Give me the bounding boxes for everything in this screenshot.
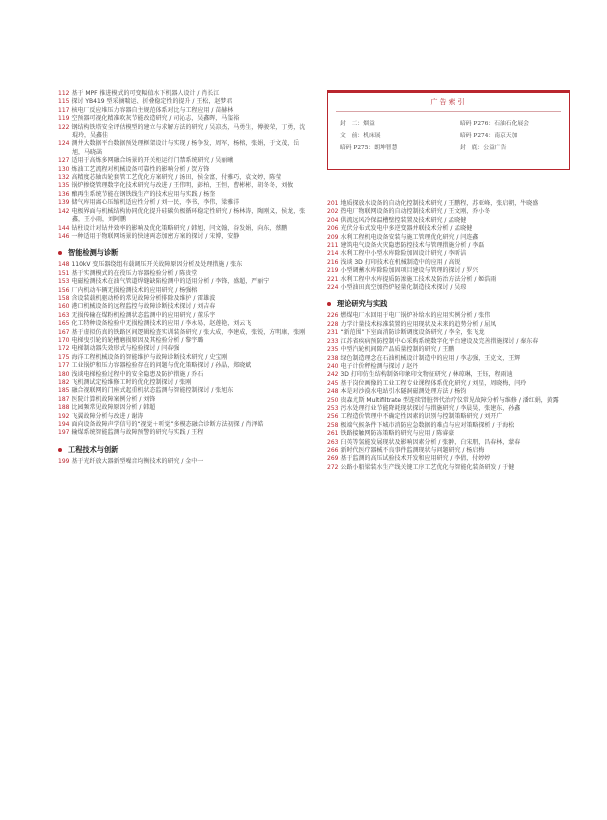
toc-entry bbox=[58, 404, 306, 412]
ad-item: 暗码 P275：朗坤智慧 bbox=[340, 144, 398, 151]
page-number: 115 bbox=[58, 98, 70, 106]
article-title: 含设装载机驱动桥的常见故障分析排除及维护 / 雷雄波 bbox=[71, 294, 216, 302]
toc-entry bbox=[327, 234, 575, 242]
page-number: 142 bbox=[58, 207, 70, 215]
article-title: 海洋工程机械设备的智能维护与故障诊断技术研究 / 史宝刚 bbox=[71, 353, 228, 361]
article-title: 港口机械设备的远程监控与故障诊断技术探讨 / 刘吉春 bbox=[71, 303, 216, 311]
page-number: 242 bbox=[327, 371, 339, 379]
page-number: 146 bbox=[58, 232, 70, 240]
article-title: 电梯曳引轮的轮槽磨损原因及其检验分析 / 黎宇璐 bbox=[71, 336, 204, 344]
page-number: 258 bbox=[327, 421, 339, 429]
toc-entry bbox=[327, 217, 575, 225]
article-title: 本是对沙漠水电站引水隧洞磁测处理方法 / 杨钧 bbox=[340, 388, 467, 396]
page-number: 240 bbox=[327, 362, 339, 370]
article-title: 电磁检测技术在油气管道焊缝缺陷检测中的适用分析 / 李锋，盛超，严丽宁 bbox=[71, 278, 270, 286]
ad-row bbox=[340, 140, 557, 152]
page-number: 197 bbox=[58, 429, 70, 437]
toc-entry bbox=[58, 387, 306, 395]
toc-entry bbox=[327, 259, 575, 267]
ad-index-box bbox=[327, 90, 570, 170]
right-column bbox=[327, 90, 575, 472]
ad-item: 封 二：烟益 bbox=[340, 120, 375, 127]
page-number: 151 bbox=[58, 269, 70, 277]
toc-entry bbox=[327, 422, 575, 430]
article-title: 水利工程中小型水库除险加固设计研究 / 李昕洁 bbox=[340, 250, 467, 258]
article-title: 基于 MPF 推进模式的可变幅值水下机器人设计 / 肖长江 bbox=[71, 90, 220, 97]
article-title: 炼油工艺流程对机械设备可靠性的影响分析 / 贺方锋 bbox=[71, 165, 210, 173]
entry-list bbox=[58, 261, 306, 438]
page-number: 263 bbox=[327, 438, 339, 446]
toc-entry bbox=[58, 396, 306, 404]
page-number: 214 bbox=[327, 250, 339, 258]
toc-entry bbox=[58, 225, 306, 233]
section-bullet-icon bbox=[58, 251, 62, 255]
toc-entry bbox=[327, 276, 575, 284]
page-number: 272 bbox=[327, 463, 339, 471]
article-title: 核电厂反应堆压力容器自主规范体系对比与工程应用 / 苗赫林 bbox=[71, 106, 234, 114]
toc-entry bbox=[58, 345, 306, 353]
toc-entry bbox=[58, 458, 306, 466]
article-title: 测井大数据平台数据预处理框架设计与实现 / 杨争发，周军，杨榕，张娟，于文茂，岳旭，马晓菡 bbox=[71, 140, 300, 156]
article-title: 臼英等氢能发展现状及影响因素分析 / 张翀，白宋朋，昌春林，蒙春 bbox=[340, 438, 521, 446]
page-number: 112 bbox=[58, 90, 70, 97]
article-title: 融合视联网的门座式起重机状态监测与智能控制探讨 / 张旭东 bbox=[71, 387, 234, 395]
page-number: 269 bbox=[327, 455, 339, 463]
toc-entry bbox=[327, 413, 575, 421]
article-title: 电极界面与机械结构协同优化提升硅碳负极循环稳定性研究 / 杨林涛，陶刚义，侯龙，张鑫，王小雨，刘阿鹏 bbox=[71, 207, 306, 224]
entry-list bbox=[327, 312, 575, 472]
ad-item: 暗码 P274：南京天加 bbox=[460, 132, 518, 139]
page-number: 127 bbox=[58, 157, 70, 165]
article-title: 公路小船梁装水生产线关键工序工艺优化与智能化装备研发 / 于健 bbox=[340, 463, 515, 471]
article-title: 酿再生系统节能在钢铁线生产的技术应用与实践 / 杨奎 bbox=[71, 190, 216, 198]
page-number: 206 bbox=[327, 225, 339, 233]
page-number: 194 bbox=[58, 421, 70, 429]
page-number: 219 bbox=[327, 267, 339, 275]
toc-entry bbox=[327, 380, 575, 388]
toc-entry bbox=[58, 157, 306, 165]
toc-entry bbox=[58, 115, 306, 123]
page-number: 216 bbox=[327, 258, 339, 266]
toc-entry bbox=[327, 464, 575, 472]
page-number: 231 bbox=[327, 329, 339, 337]
page-number: 156 bbox=[58, 286, 70, 294]
section-bullet-icon bbox=[327, 302, 331, 306]
section-title: 工程技术与创新 bbox=[68, 444, 119, 454]
page-number: 135 bbox=[58, 182, 70, 190]
toc-entry bbox=[58, 261, 306, 269]
page-number: 233 bbox=[327, 337, 339, 345]
article-title: 地质探放水设备的自动化控制技术研究 / 王鹏程，苏亚峰，张启朝，牛晓盛 bbox=[340, 200, 539, 207]
entry-list bbox=[327, 200, 575, 292]
page-number: 185 bbox=[58, 387, 70, 395]
article-title: 小型调蓄水库除险加固项目建设与管理的探讨 / 罗兴 bbox=[340, 267, 479, 275]
toc-entry bbox=[327, 338, 575, 346]
toc-entry bbox=[327, 455, 575, 463]
toc-entry bbox=[327, 355, 575, 363]
article-title: 空预器可视化精准吹灰节能改造研究 / 司沁志，吴鑫晖，马玺裕 bbox=[71, 115, 240, 123]
page-number: 167 bbox=[58, 328, 70, 336]
page-number: 202 bbox=[327, 208, 339, 216]
article-title: 飞翼故障分析与改进 / 谢涛 bbox=[71, 412, 144, 420]
page-number: 144 bbox=[58, 224, 70, 232]
page-number: 117 bbox=[58, 106, 70, 114]
article-title: 建筑电气设备火灾隐患防控技术与管理措施分析 / 李磊 bbox=[340, 242, 485, 250]
toc-entry bbox=[58, 312, 306, 320]
page-number: 261 bbox=[327, 430, 339, 438]
toc-entry bbox=[327, 208, 575, 216]
page-number: 235 bbox=[327, 346, 339, 354]
section-title: 智能检测与诊断 bbox=[68, 248, 119, 258]
toc-entry bbox=[58, 233, 306, 241]
toc-entry bbox=[58, 371, 306, 379]
section-heading bbox=[58, 445, 306, 455]
page-number: 250 bbox=[327, 396, 339, 404]
article-title: 绿色制造理念在石油机械设计制造中的应用 / 李志强，王克文，王辉 bbox=[340, 354, 521, 362]
toc-entry bbox=[327, 397, 575, 405]
page-number: 211 bbox=[327, 242, 339, 250]
toc-entry bbox=[58, 98, 306, 106]
article-title: 3D 打印仿生结构制备印象印文物征研究 / 林琼琳，王钰，程雨迪 bbox=[340, 371, 513, 379]
ad-item: 封 底：公益广告 bbox=[460, 144, 507, 151]
article-title: 探讨 YB419 型采摘喘运、折叠稳定性的提升 / 王松，赵梦君 bbox=[71, 98, 233, 106]
article-title: 高精度芯轴齿轮套管工艺优化方案研究 / 汤田，侯金富，付雅巧，袁文婷，陈莹 bbox=[71, 174, 282, 182]
article-title: 水利工程机电设备安装与施工管理优化研究 / 闫连鑫 bbox=[340, 233, 479, 241]
article-title: 一种适用于物联网场景的快速両态加密方案的探讨 / 宋博，安静 bbox=[71, 232, 240, 240]
article-title: 光伏分布式发电中多逆变器并联技术分析 / 孟晓健 bbox=[340, 225, 473, 233]
toc-entry bbox=[327, 388, 575, 396]
article-title: 厂内机动车辆无损检测技术的应用研究 / 杨强榕 bbox=[71, 286, 198, 294]
article-title: 工业锅炉和压力容器检验存在的问题与优化策略探讨 / 孙晶，郑晓斌 bbox=[71, 362, 252, 370]
article-title: 面向设备故障声学信号的“视觉＋听觉”多模态融合诊断方法初探 / 肖泽皓 bbox=[71, 421, 264, 429]
page-number: 221 bbox=[327, 275, 339, 283]
toc-entry bbox=[58, 199, 306, 207]
article-title: 水利工程中水库提质防渗施工技术及防治方法分析 / 姬浩雨 bbox=[340, 275, 497, 283]
ad-row bbox=[340, 128, 557, 140]
page-number: 256 bbox=[327, 413, 339, 421]
toc-entry bbox=[327, 329, 575, 337]
page-number: 238 bbox=[327, 354, 339, 362]
page-number: 209 bbox=[327, 233, 339, 241]
page-number: 201 bbox=[327, 200, 339, 207]
section-heading bbox=[58, 248, 306, 258]
page-number: 158 bbox=[58, 294, 70, 302]
toc-entry bbox=[58, 140, 306, 157]
article-title: 电子计价秤检测与探讨 / 赵丹 bbox=[340, 362, 419, 370]
page-number: 187 bbox=[58, 395, 70, 403]
toc-entry bbox=[58, 413, 306, 421]
toc-entry bbox=[58, 303, 306, 311]
article-title: 新时代医疗器械不良事件监测现状与问题研究 / 杨启梅 bbox=[340, 446, 485, 454]
article-title: 燃煤电厂水回用于电厂锅炉补给水的应用实例分析 / 张伟 bbox=[340, 312, 491, 320]
toc-entry bbox=[327, 346, 575, 354]
toc-entry bbox=[58, 429, 306, 437]
ad-item: 暗码 P276：石油石化展会 bbox=[460, 120, 529, 127]
entry-list bbox=[58, 458, 306, 466]
toc-entry bbox=[327, 250, 575, 258]
page-number: 160 bbox=[58, 303, 70, 311]
page-number: 253 bbox=[327, 404, 339, 412]
page-number: 226 bbox=[327, 312, 339, 320]
article-title: 基于岗位画像的工业工程专业课程体系优化研究 / 刘星，周晓梅，闫玲 bbox=[340, 379, 527, 387]
ad-item: 文 前：机床展 bbox=[340, 132, 381, 139]
page-number: 228 bbox=[327, 320, 339, 328]
article-title: 电梯制动器失效形式与检验探讨 / 闫春强 bbox=[71, 345, 180, 353]
toc-entry bbox=[327, 312, 575, 320]
article-title: “新范围”下室面消防诊断调度设备研究 / 李全，张飞龙 bbox=[340, 329, 485, 337]
toc-entry bbox=[58, 124, 306, 141]
toc-entry bbox=[327, 284, 575, 292]
toc-entry bbox=[327, 371, 575, 379]
toc-entry bbox=[58, 270, 306, 278]
page-number: 130 bbox=[58, 165, 70, 173]
article-title: 工程造价管理中不确定性因素的识别与控制策略研究 / 刘开广 bbox=[340, 413, 503, 421]
page-number: 132 bbox=[58, 174, 70, 182]
toc-entry bbox=[58, 208, 306, 225]
toc-entry bbox=[327, 430, 575, 438]
section-bullet-icon bbox=[58, 448, 62, 452]
toc-entry bbox=[58, 278, 306, 286]
toc-entry bbox=[327, 225, 575, 233]
article-title: 110kV 变压器绕组有载调压开关故障原因分析及处理措施 / 张东 bbox=[71, 261, 243, 269]
page-number: 136 bbox=[58, 190, 70, 198]
page-number: 175 bbox=[58, 353, 70, 361]
page-number: 170 bbox=[58, 336, 70, 344]
section-heading bbox=[327, 299, 575, 309]
page-number: 199 bbox=[58, 457, 70, 465]
article-title: 钢结构铁塔安全评估模型的建立与求解方法的研究 / 吴凉杰，马勇生，傅骏荣，丁勇，沈琨玲，吴鑫佳 bbox=[71, 123, 306, 140]
article-title: 浅谈 3D 打印技术在机械制造中的应用 / 高锐 bbox=[340, 258, 461, 266]
page-number: 122 bbox=[58, 123, 70, 131]
section-title: 理论研究与实践 bbox=[337, 299, 388, 309]
divider bbox=[336, 111, 561, 112]
toc-entry bbox=[58, 107, 306, 115]
article-title: 贵森尤斯 Multifiltrate 型连续肾脏替代治疗仪常见故障分析与维修 / 潘红娟，黄露 bbox=[340, 396, 559, 404]
toc-entry bbox=[327, 267, 575, 275]
ad-index-title: 广告索引 bbox=[430, 98, 467, 106]
article-title: 污水处理行业节能降耗现状探讨与措施研究 / 李晨昊，张建东，孙鑫 bbox=[340, 404, 521, 412]
page-number: 165 bbox=[58, 320, 70, 328]
ad-row bbox=[340, 116, 557, 128]
page-number: 266 bbox=[327, 446, 339, 454]
article-title: 基于监测的高压试验技术开发和应用研究 / 李倩，付婷婷 bbox=[340, 455, 491, 463]
page-number: 192 bbox=[58, 412, 70, 420]
article-title: 中型汽轮机间隙产品质量控制的研究 / 王鹏 bbox=[340, 346, 455, 354]
toc-entry bbox=[327, 439, 575, 447]
entry-list bbox=[58, 90, 306, 241]
page-number: 182 bbox=[58, 379, 70, 386]
article-title: 基于光纤放大器新型噪音均衡技术的研究 / 金中一 bbox=[71, 457, 204, 465]
article-title: 热电厂物联网设备的自动控制技术研究 / 王文刚，乔小冬 bbox=[340, 208, 491, 216]
article-title: 医院计算机故障案例分析 / 刘锋 bbox=[71, 395, 156, 403]
article-title: 飞机测试定检维修工时的优化控制探讨 / 张刚 bbox=[71, 379, 192, 386]
page-number: 204 bbox=[327, 216, 339, 224]
article-title: 小型油田真空加热炉轻量化制造技术探讨 / 吴琼 bbox=[340, 284, 467, 292]
article-title: 钻柱设计对钻井效率的影响及优化策略研究 / 韩旭，闫文翰，谷发娟，向东，蔡鹏 bbox=[71, 224, 288, 232]
article-title: 力学计量技术标准装置的应用现状及未来的趋势分析 / 屈凤 bbox=[340, 320, 497, 328]
page-number: 148 bbox=[58, 261, 70, 269]
left-column bbox=[58, 90, 306, 466]
page-number: 248 bbox=[327, 388, 339, 396]
page-number: 224 bbox=[327, 284, 339, 292]
article-title: 适用于高炼多网融合场景的开关柜运行门禁系统研究 / 吴丽曦 bbox=[71, 157, 234, 165]
article-title: 江苏省疾病预防控制中心采购系统数字化平台建设及完善措施探讨 / 秦东春 bbox=[340, 337, 539, 345]
article-title: 化工特种设备检验中无损检测技术的应用 / 李永易，赵莲艳，刘云飞 bbox=[71, 320, 252, 328]
page-number: 124 bbox=[58, 140, 70, 148]
toc-entry bbox=[58, 182, 306, 190]
page-number: 153 bbox=[58, 278, 70, 286]
toc-entry bbox=[58, 354, 306, 362]
page-number: 119 bbox=[58, 115, 70, 123]
article-title: 储气库用离心压缩机适应性分析 / 刘一民，李书，李伟，梁雅洋 bbox=[71, 199, 240, 207]
article-title: 极端气候条件下城市消防应急数据的难点与应对策略探析 / 于海松 bbox=[340, 421, 515, 429]
article-title: 供流远风冷保温槽壁控装置及技术研究 / 孟晓健 bbox=[340, 216, 467, 224]
page-number: 139 bbox=[58, 199, 70, 207]
toc-entry bbox=[58, 166, 306, 174]
toc-entry bbox=[58, 287, 306, 295]
article-title: 输煤系统智能监测与故障预警的研究与实践 / 王程 bbox=[71, 429, 204, 437]
article-title: 锅炉掺烧管理数字化技术研究与改进 / 王伟明，彭柏，王恒，曹彬彬，胡冬冬，刘攸 bbox=[71, 182, 294, 190]
page-number: 177 bbox=[58, 362, 70, 370]
page-number: 180 bbox=[58, 370, 70, 378]
page-number: 172 bbox=[58, 345, 70, 353]
toc-entry bbox=[58, 362, 306, 370]
article-title: 基于实测模式的在役压力容器检验分析 / 陈贵堂 bbox=[71, 269, 198, 277]
article-title: 铁路接触网防冻策略的研究与应用 / 陈睿豪 bbox=[340, 430, 455, 438]
toc-entry bbox=[58, 320, 306, 328]
article-title: 浅谈电梯检验过程中的安全隐患及防护措施 / 乔石 bbox=[71, 370, 204, 378]
article-title: 无损传输在煤粉机检测状态监测中的应用研究 / 董乐宇 bbox=[71, 311, 216, 319]
toc-entry bbox=[58, 329, 306, 337]
page-number: 188 bbox=[58, 404, 70, 412]
article-title: 比园频常见故障原因分析 / 韩超 bbox=[71, 404, 156, 412]
article-title: 基于虚拟仿真的铁路区间逻辑检查实训装备研究 / 张大成，李建成，张锐，方明康，张刚 bbox=[71, 328, 306, 336]
page-number: 163 bbox=[58, 311, 70, 319]
page-number: 245 bbox=[327, 379, 339, 387]
